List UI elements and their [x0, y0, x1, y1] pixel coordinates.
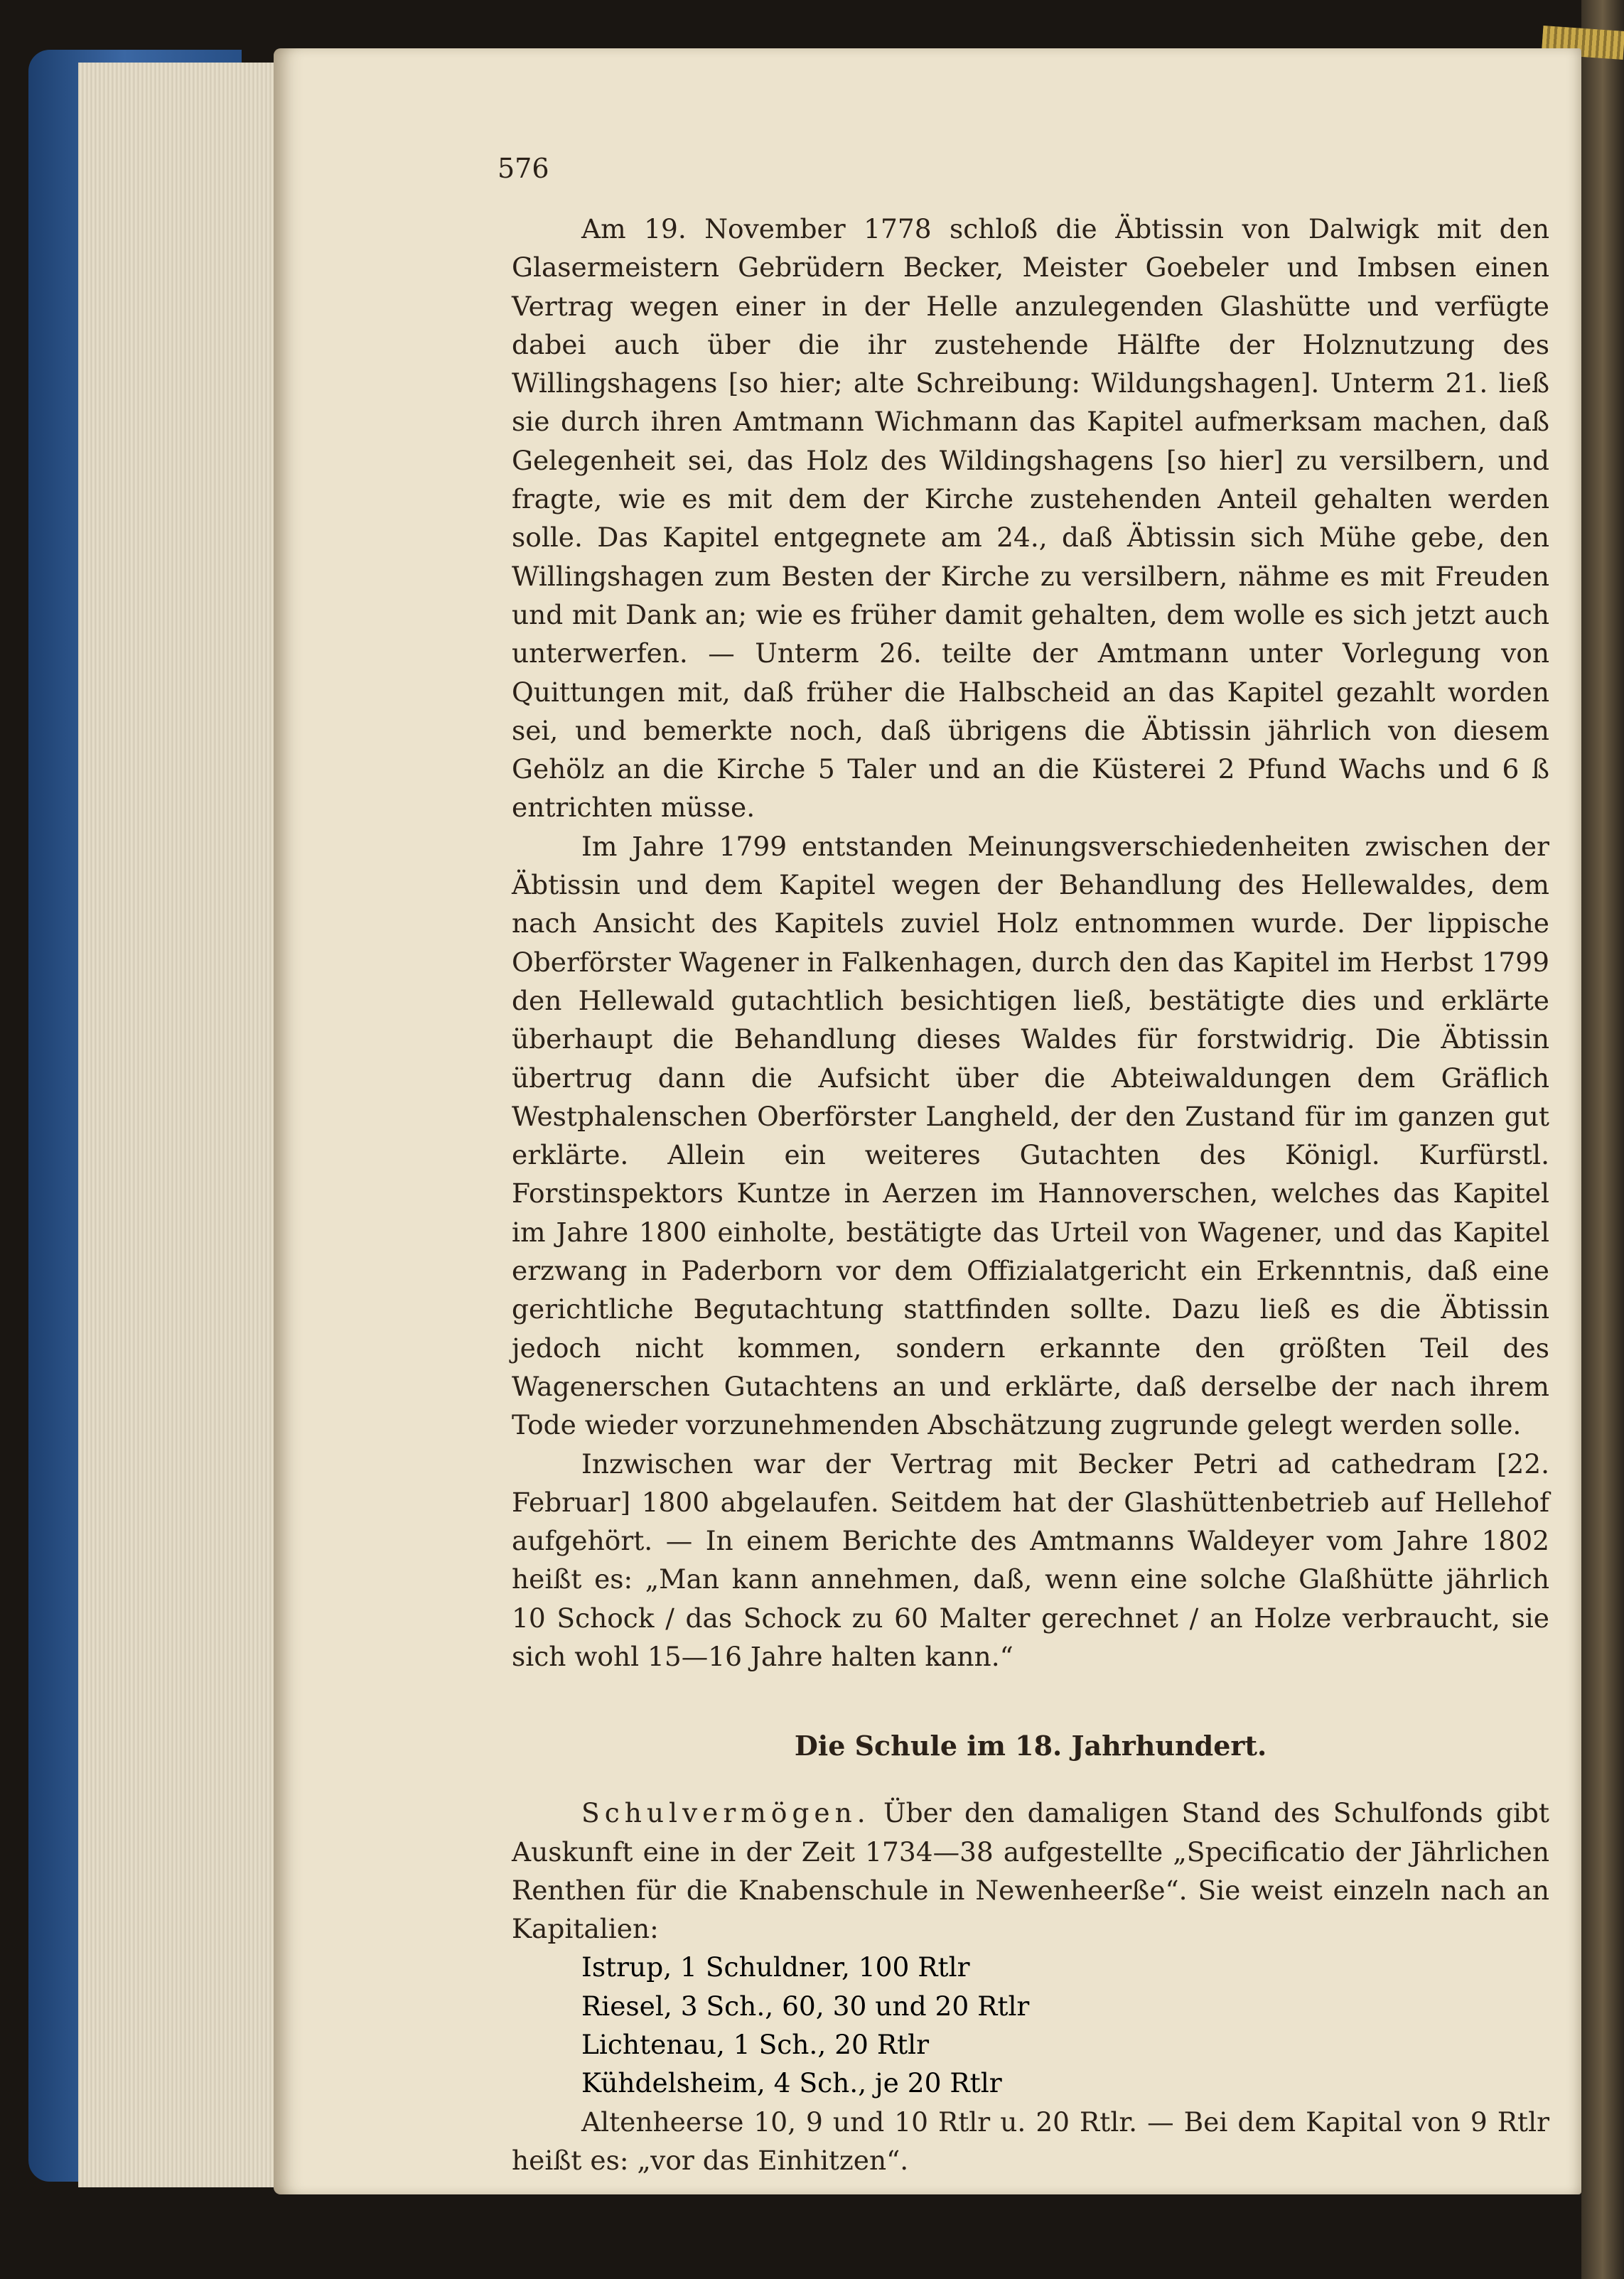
school-lead: Schulvermögen. — [581, 1797, 871, 1829]
paragraph-3: Inzwischen war der Vertrag mit Becker Petri ad cathedram [22. Februar] 1800 abgelaufen. Seitdem hat der Glashüttenbetrieb auf Hellehof aufgehört. — In einem Berichte des Amtmanns Waldeyer vom Jahre 1802 heißt es: „Man kann annehmen, daß, wenn eine solche Glaßhütte jährlich 10 Schock / das Schock zu 60 Malter gerechnet / an Holze verbraucht, sie sich wohl 15—16 Jahre halten kann.“ — [512, 1448, 1549, 1672]
list-item: Kühdelsheim, 4 Sch., je 20 Rtlr — [581, 2067, 1002, 2099]
paragraph-1: Am 19. November 1778 schloß die Äbtissin von Dalwigk mit den Glasermeistern Gebrüdern Becker, Meister Goebeler und Imbsen einen Vertrag wegen einer in der Helle anzulegenden Glashütte und verfügte dabei auch über die ihr zustehende Hälfte der Holznutzung des Willingshagens [so hier; alte Schreibung: Wildungshagen]. Unterm 21. ließ sie durch ihren Amtmann Wichmann das Kapitel aufmerksam machen, daß Gelegenheit sei, das Holz des Wildingshagens [so hier] zu versilbern, und fragte, wie es mit dem der Kirche zustehenden Anteil gehalten werden solle. Das Kapitel entgegnete am 24., daß Äbtissin sich Mühe gebe, den Willingshagen zum Besten der Kirche zu versilbern, nähme es mit Freuden und mit Dank an; wie es früher damit gehalten, dem wolle es sich jetzt auch unterwerfen. — Unterm 26. teilte der Amtmann unter Vorlegung von Quittungen mit, daß früher die Halbscheid an das Kapitel gezahlt worden sei, und bemerkte noch, daß übrigens die Äbtissin jährlich von diesem Gehölz an die Kirche 5 Taler und an die Küsterei 2 Pfund Wachs und 6 ß entrichten müsse. — [512, 213, 1549, 824]
page-edges — [78, 63, 284, 2187]
list-item: Istrup, 1 Schuldner, 100 Rtlr — [581, 1951, 970, 1983]
paragraph-2: Im Jahre 1799 entstanden Meinungsverschiedenheiten zwischen der Äbtissin und dem Kapitel wegen der Behandlung des Hellewaldes, dem nach Ansicht des Kapitels zuviel Holz entnommen wurde. Der lippische Oberförster Wagener in Falkenhagen, durch den das Kapitel im Herbst 1799 den Hellewald gutachtlich besichtigen ließ, bestätigte dies und erklärte überhaupt die Behandlung dieses Waldes für forstwidrig. Die Äbtissin übertrug dann die Aufsicht über die Abteiwaldungen dem Gräflich Westphalenschen Oberförster Langheld, der den Zustand für im ganzen gut erklärte. Allein ein weiteres Gutachten des Königl. Kurfürstl. Forstinspektors Kuntze in Aerzen im Hannoverschen, welches das Kapitel im Jahre 1800 einholte, bestätigte das Urteil von Wagener, und das Kapitel erzwang in Paderborn vor dem Offizialatgericht ein Erkenntnis, daß eine gerichtliche Begutachtung stattfinden sollte. Dazu ließ es die Äbtissin jedoch nicht kommen, sondern erkannte den größten Teil des Wagenerschen Gutachtens an und erklärte, daß derselbe der nach ihrem Tode wieder vorzunehmenden Abschätzung zugrunde gelegt werden solle. — [512, 830, 1549, 1441]
adjacent-book — [1581, 0, 1624, 2279]
page-text — [512, 210, 1549, 2180]
list-item: Riesel, 3 Sch., 60, 30 und 20 Rtlr — [581, 1990, 1030, 2022]
section-heading: Die Schule im 18. Jahrhundert. — [794, 1730, 1267, 1762]
school-paragraph — [512, 1794, 1549, 1948]
school-text: Über den damaligen Stand des Schulfonds gibt Auskunft eine in der Zeit 1734—38 aufgestellte „Specificatio der Jährlichen Renthen für die Knabenschule in Newenheerße“. Sie weist einzeln nach an Kapitalien: — [512, 1797, 1549, 1945]
list-item: Lichtenau, 1 Sch., 20 Rtlr — [581, 2029, 930, 2061]
page-number: 576 — [498, 153, 549, 184]
closing-paragraph: Altenheerse 10, 9 und 10 Rtlr u. 20 Rtlr. — Bei dem Kapital von 9 Rtlr heißt es: „vor das Einhitzen“. — [512, 2106, 1549, 2176]
